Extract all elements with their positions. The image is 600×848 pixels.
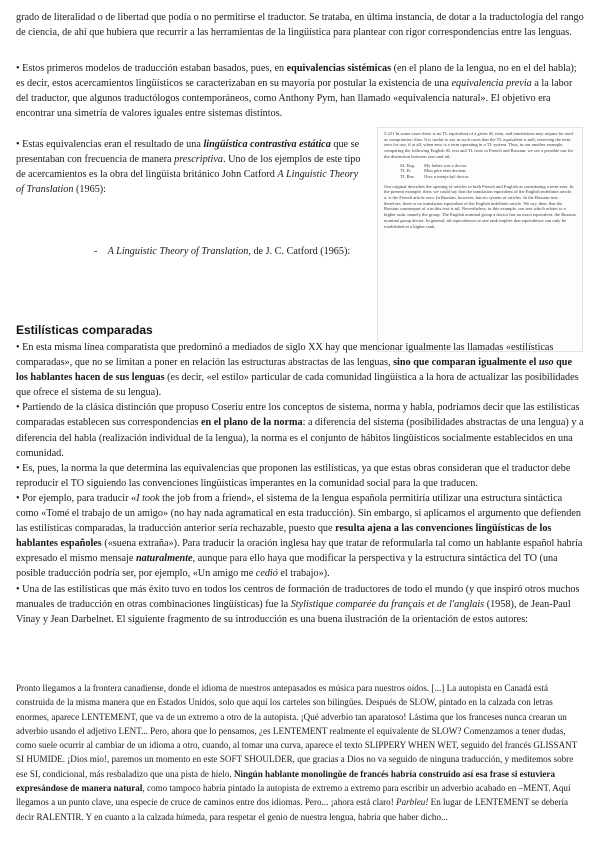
excerpt-paragraph-1: 5.221 In some cases there is no TL equivalent of a given SL item, and translations may require be used as compromise; thus: It is useful to say in such cases that the TL equivalent is null, reserving the term zero for use, if at all, when zero is a term operating in a TL system. Thus, in our another example, comparing the following English SL text and TL texts in French and Russian, we see a possible use for the distinction between zero and nil:: [384, 131, 574, 159]
text: : a diferencia del sistema (posibilidades abstractas de una lengua) y a diferencia del habla (realización individual de la lengua), la norma es el conjunto de hábitos lingüísticos socialmente establecidos en una comunidad.: [16, 417, 584, 459]
emphasis-italic: Parbleu!: [396, 797, 429, 808]
excerpt-sentence: Otec u menja byl doctor.: [424, 173, 470, 179]
text: , como tampoco habría pintado la autopista de extremo a extremo para escribir un adverbio acabado en –MENT. Aquí llegamos a un punto clave, una especie de cruce de caminos entre dos idiomas. Pero... ¡ahora está claro!: [16, 783, 571, 808]
section-body: [16, 340, 586, 627]
text: a la labor del traductor, que algunos traductólogos contemporáneos, como Anthony Pym, han llamado «equivalencia natural». El objetivo era encontrar una simetría de valores iguales entre sistemas distintos.: [16, 78, 573, 120]
text: (1958), de Jean-Paul Vinay y Jean Darbelnet. El siguiente fragmento de su introducción es una buena ilustración de la orientación de estos autores:: [16, 598, 571, 625]
emphasis-bold: Ningún hablante monolingüe de francés habría construido así esa frase si estuviera expresándose de manera natural: [16, 768, 556, 794]
text: • Estas equivalencias eran el resultado de una: [16, 139, 204, 150]
text: («suena extraña»). Para traducir la oración inglesa hay que tratar de reformularla tal como un hablante español habría expresado el mismo mensaje: [16, 538, 583, 565]
text: • En esta misma línea comparatista que predominó a mediados de siglo XX hay que mencionar igualmente las llamadas «estilísticas comparadas», que no se limitan a poner en relación las estructuras abstractas de las lenguas,: [16, 342, 554, 369]
book-title: Stylistique comparée du français et de l'anglais: [290, 598, 485, 610]
text: el trabajo»).: [277, 568, 330, 580]
quote-fragment: [16, 681, 586, 824]
paragraph-linguistica-contrastiva: [16, 137, 368, 197]
excerpt-lang: SL Eng.: [400, 162, 415, 168]
emphasis-bold-italic: lingüística contrastiva estática: [203, 139, 331, 150]
excerpt-sentence: My father was a doctor.: [424, 162, 468, 168]
text: • Una de las estilísticas que más éxito tuvo en todos los centros de formación de traductores de todo el mundo (y que inspiró otros muchos manuales de traducción en otras combinaciones lingüísticas) fue la: [16, 583, 580, 610]
text: (es decir, «el estilo» particular de cada comunidad lingüística a la hora de actualizar las posibilidades que ofrece el sistema de su lengua).: [16, 372, 579, 399]
text: • Por ejemplo, para traducir «: [16, 492, 137, 504]
excerpt-paragraph-2: Our original describes the opening of articles in both French and English as constituting a term zero. In the present example, then, we could say that the translation equivalent of the English indefinite article, a, is the French article zero. In Russian, however, has no system of articles. In the Russian text, therefore, there is no translation equivalent of the English indefinite article. We say, then, that the Russian counterpart of a in this text is nil. Nevertheless, in this example, our text which relates to a higher rank, namely the group. The English nominal group a doctor has an exact equivalent: the Russian nominal group doctor. In general, nil equivalences at one rank implies that equivalence can only be established at a higher rank.: [384, 183, 576, 229]
emphasis-bold-italic: uso: [538, 357, 554, 369]
emphasis-bold: sino que comparan igualmente el: [393, 357, 539, 369]
catford-excerpt-image: [377, 127, 583, 352]
emphasis-italic: equivalencia previa: [451, 78, 532, 90]
book-title: A Linguistic Theory of Translation: [16, 169, 359, 196]
emphasis-italic: cedió: [255, 568, 278, 580]
text: . Uno de los ejemplos de este tipo de acercamientos es la obra del lingüista británico John Catford: [16, 154, 361, 181]
excerpt-lang: TL Fr.: [400, 168, 412, 174]
emphasis-bold: que los hablantes hacen de sus lenguas: [16, 357, 572, 384]
excerpt-lang: TL Rus.: [400, 173, 415, 179]
emphasis-italic: prescriptiva: [174, 154, 223, 166]
text: • Estos primeros modelos de traducción estaban basados, pues, en: [16, 63, 287, 74]
paragraph-estilisticas-comparadas: [16, 340, 586, 400]
text: the job from a friend», el sistema de la lengua española permitiría utilizar una estructura sintáctica como «Tomé el trabajo de un amigo» (no hay nada agramatical en esta traducción). Sin embargo, si aplicamos el argumento que defienden las estilísticas comparadas, la traducción anterior sería rechazable, puesto que: [16, 492, 581, 535]
text: En lugar de LENTEMENT se debería decir RALENTIR. Y en cuanto a la calzada húmeda, para respetar el genio de nuestra lengua, habría que haber dicho...: [16, 797, 569, 822]
emphasis-bold: resulta ajena a las convenciones lingüísticas de los hablantes españoles: [16, 523, 552, 550]
text: (1965):: [73, 184, 107, 196]
excerpt-example-row: [400, 174, 576, 180]
catford-citation: [94, 246, 350, 257]
paragraph-equivalencias-sistemicas: [16, 61, 584, 121]
citation-title: A Linguistic Theory of Translation: [107, 246, 249, 257]
paragraph-vinay-darbelnet: [16, 582, 586, 627]
emphasis-italic: I took: [136, 492, 160, 504]
emphasis-bold-italic: naturalmente: [135, 553, 193, 565]
section-heading: Estilísticas comparadas: [16, 323, 153, 337]
paragraph-coseriu: [16, 400, 586, 460]
paragraph-norma: • Es, pues, la norma la que determina las equivalencias que proponen las estilísticas, ya que estas obras consideran que el traductor debe reproducir el TO siguiendo las convenciones lingüísticas imperantes en la comunidad social para la que traducen.: [16, 462, 571, 489]
text: • Partiendo de la clásica distinción que propuso Coseriu entre los conceptos de sistema, norma y habla, podríamos decir que las estilísticas comparadas establecen sus correspondencias: [16, 402, 580, 429]
paragraph-literalidad: grado de literalidad o de libertad que podía o no permitirse el traductor. Se trataba, en última instancia, de dotar a la traductología del rango de ciencia, de ahí que hubiera que recurrir a las herramientas de la lingüística para plantear con rigor correspondencias entre las lenguas.: [16, 12, 584, 39]
text: que se presentaban con frecuencia de manera: [16, 139, 360, 166]
citation-rest: , de J. C. Catford (1965):: [248, 246, 351, 257]
excerpt-sentence: Mon père était docteur.: [424, 168, 467, 174]
text: , aunque para ello haya que modificar la perspectiva y la estructura sintáctica del TO (una posible traducción podría ser, por ejemplo, «Un amigo me: [16, 553, 558, 580]
emphasis-bold: en el plano de la norma: [201, 417, 303, 429]
intro-paragraph: [16, 10, 584, 40]
citation-dash: -: [94, 246, 98, 257]
paragraph-ejemplo: [16, 491, 586, 582]
text: Pronto llegamos a la frontera canadiense, donde el idioma de nuestros antepasados es música para nuestros oídos. [...] La autopista en Canadá está construida de la misma manera que en Estados Unidos, solo que aquí los carteles son bilingües. Después de SLOW, pintado en la calzada con letras enormes, aparece LENTEMENT, que va de un extremo a otro de la autopista. ¡Qué adverbio tan aparatoso! Lástima que los franceses nunca crearan un adverbio usando el adjetivo LENT... Pero, ahora que lo pensamos, ¿es LENTEMENT realmente el equivalente de SLOW? Comenzamos a tener dudas, como suele ocurrir al cambiar de un idioma a otro, cuando, al tomar una curva, aparece el texto SLIPPERY WHEN WET, seguido del francés GLISSANT SI HUMIDE. ¡Dios mío!, paremos un momento en este SOFT SHOULDER, que gracias a Dios no va seguido de ninguna traducción, y meditemos sobre ese SI, condicional, más resbaladizo que una pista de hielo.: [16, 683, 578, 779]
emphasis-bold: equivalencias sistémicas: [286, 63, 392, 74]
text: (en el plano de la lengua, no en el del habla); es decir, estos acercamientos lingüísticos se caracterizaban en su mayoría por postular la existencia de una: [16, 63, 577, 90]
